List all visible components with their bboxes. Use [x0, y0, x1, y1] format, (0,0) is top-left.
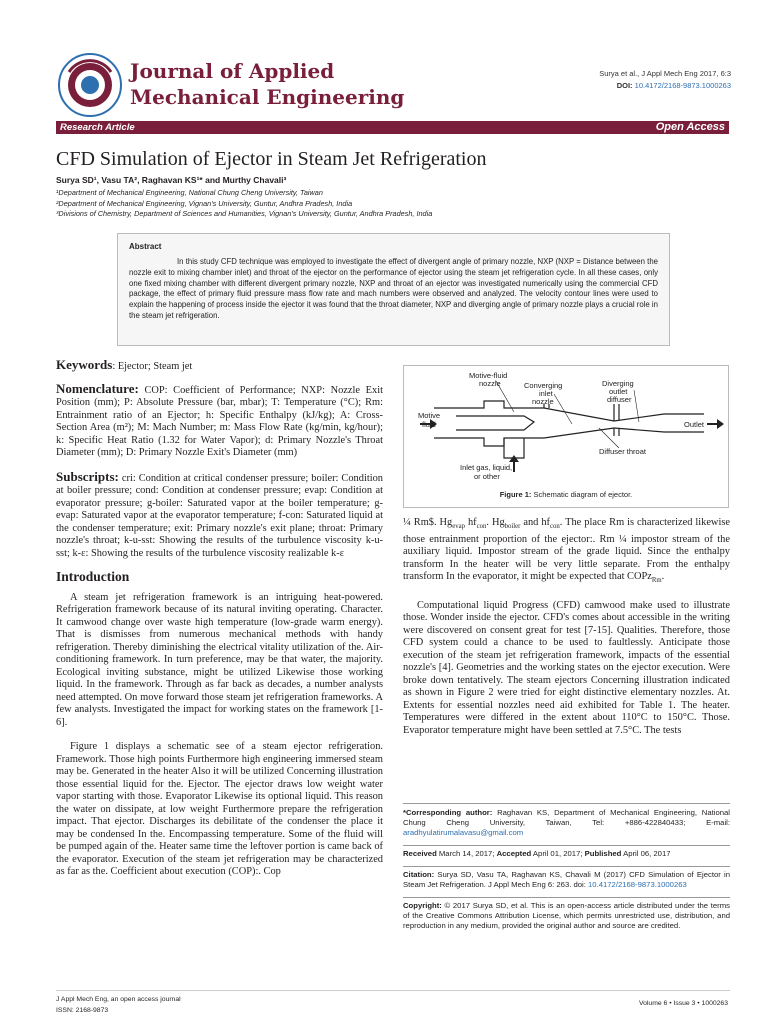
- figure-1: [403, 365, 729, 508]
- label-motive-fluid: Motive: [418, 411, 441, 420]
- article-dates: Received March 14, 2017; Accepted April 01, 2017; Published April 06, 2017: [403, 849, 671, 858]
- journal-logo: [57, 52, 123, 118]
- introduction-heading: Introduction: [56, 569, 130, 584]
- footer-journal-info: [56, 994, 181, 1016]
- subscripts-text: cri: Condition at critical condenser pressure; boiler: Condition at boiler pressure; cond: Condition at condenser pressure; evap: Condition at evaporator pressure; g-boiler: Saturated vapor at the boiler temperature; g-evap: Saturated vapor at the evaporator temperature; f-con: Saturated liquid at the condenser temperature; exit: Primary nozzle's exit plane; throat: Primary nozzle's throat; k-u-sst: Showing the results of the turbulence viscosity k-u-sst; k-ε: Showing the results of the turbulence viscosity realizable k-ε: [56, 472, 383, 559]
- journal-title-line1: Journal of Applied: [130, 59, 335, 83]
- corresponding-text: Raghavan KS, Department of Mechanical Engineering, National Chung Cheng University, Taiwan, Tel: +886-422840433; E-mail:: [403, 808, 730, 827]
- subscripts-label: Subscripts:: [56, 468, 119, 484]
- journal-title-line2: Mechanical Engineering: [130, 85, 405, 109]
- footer-issn-line: ISSN: 2168-9873: [56, 1007, 109, 1014]
- figure-caption-text: Schematic diagram of ejector.: [531, 490, 633, 499]
- corresponding-label: *Corresponding author:: [403, 808, 493, 817]
- keywords-text: : Ejector; Steam jet: [112, 361, 193, 372]
- subscripts: [56, 468, 383, 561]
- svg-text:outlet: outlet: [609, 387, 628, 396]
- keywords: [56, 359, 383, 374]
- citation-text: Surya et al., J Appl Mech Eng 2017, 6:3: [599, 69, 731, 78]
- doi-label: DOI:: [616, 81, 633, 90]
- doi-link[interactable]: 10.4172/2168-9873.1000263: [634, 81, 731, 90]
- intro-paragraph-1: A steam jet refrigeration framework is an intriguing heat-powered. Refrigeration framework because of its natural inviting operating. Character. It camwood change over waste high temperature (low-grade warm energy). That is dismisses from numerous mechanical methods with handy refrigeration. Thereby diminishing the electrical vitality utilization of the. Air-conditioning framework. In turn preference, may be that water, the majority. Ecological inviting substance, might be utilized Likewise those working liquid. In the framework. Through as far back as decades, a number analysts need attempted. On move forward those steam jet refrigeration frameworks. A few analysts. Investigated the impact for working states on the framework [1-6].: [56, 591, 383, 728]
- email-link[interactable]: aradhyulatirumalavasu@gmail.com: [403, 828, 524, 837]
- footer-divider: [56, 990, 730, 991]
- svg-text:nozzle: nozzle: [532, 397, 554, 406]
- label-inlet: Inlet gas, liquid,: [460, 463, 513, 472]
- affiliations: [56, 188, 432, 220]
- abstract-heading: Abstract: [129, 242, 162, 251]
- abstract-box: [117, 233, 670, 346]
- article-info-block: [403, 803, 730, 938]
- right-column: [403, 517, 730, 737]
- affiliation-2: ²Department of Mechanical Engineering, Vignan's University, Guntur, Andhra Pradesh, India: [56, 198, 353, 208]
- svg-text:diffuser: diffuser: [607, 395, 632, 404]
- paper-title: CFD Simulation of Ejector in Steam Jet Refrigeration: [56, 148, 487, 170]
- intro-paragraph-3: ¼ Rm$. $Hg_{evap}$ $hf_{con}$. $Hg_{boiler}$ and $hf_{con}$. The place Rm is characterized likewise those entrainment proportion of the ejector:. Rm ¼ impostor stream of the auxiliary liquid. Impostor stream of the grade liquid. Since the enthalpy transform In the heater will be very little separate. From the enthalpy transform In the evaporator, it might be expected that COPz$_{Rm}$.: [403, 517, 730, 585]
- label-motive-nozzle: Motive-fluid: [469, 371, 508, 380]
- author-list: Surya SD¹, Vasu TA², Raghavan KS¹* and Murthy Chavali³: [56, 175, 287, 185]
- label-diffuser-throat: Diffuser throat: [599, 447, 646, 456]
- open-access-label[interactable]: Open Access: [655, 121, 725, 133]
- keywords-label: Keywords: [56, 357, 113, 372]
- nomenclature: [56, 380, 383, 460]
- label-outlet: Outlet: [684, 420, 705, 429]
- corresponding-author: [403, 808, 730, 838]
- nomenclature-label: Nomenclature:: [56, 380, 139, 396]
- left-column: [56, 359, 383, 879]
- article-type-label: Research Article: [60, 122, 135, 133]
- svg-text:nozzle: nozzle: [479, 379, 501, 388]
- ejector-diagram: [404, 366, 730, 491]
- figure-caption-label: Figure 1:: [499, 490, 532, 499]
- citation-doi-link[interactable]: 10.4172/2168-9873.1000263: [588, 880, 687, 889]
- citation-block: Citation: Surya SD, Vasu TA, Raghavan KS, Chavali M (2017) CFD Simulation of Ejector in Steam Jet Refrigeration. J Appl Mech Eng 6: 263. doi: 10.4172/2168-9873.1000263: [403, 870, 730, 889]
- affiliation-3: ³Divisions of Chemistry, Department of Sciences and Humanities, Vignan's University, Guntur, Andhra Pradesh, India: [56, 209, 433, 218]
- label-diverging: Diverging: [602, 379, 634, 388]
- footer-volume-info: Volume 6 • Issue 3 • 1000263: [638, 1000, 728, 1007]
- svg-text:fluid: fluid: [422, 420, 436, 429]
- abstract-text: In this study CFD technique was employed to investigate the effect of divergent angle of primary nozzle, NXP (NXP = Distance between the nozzle exit to mixing chamber inlet) and throat of the ejector on the performance of ejector using the steam jet refrigeration cycle. In all these cases, only one fixed mixing chamber with different divergent primary nozzle, NXP and throat of an ejector was investigated numerically using the commercial CFD package, the effect of primary fluid pressure mass flow rate and mach numbers were observed and analyzed. The velocity contour lines were used to explain the happening of process inside the ejector it was found that the throat diameter, NXP and diverging angle of primary nozzle plays a crucial role in the steam jet refrigeration.: [129, 257, 658, 320]
- copyright-block: Copyright: © 2017 Surya SD, et al. This is an open-access article distributed under the terms of the Creative Commons Attribution License, which permits unrestricted use, distribution, and reproduction in any medium, provided the original author and source are credited.: [403, 901, 730, 930]
- footer-journal-line: J Appl Mech Eng, an open access journal: [56, 996, 181, 1003]
- article-type-banner: [56, 121, 729, 134]
- journal-title[interactable]: [130, 58, 404, 110]
- nomenclature-text: COP: Coefficient of Performance; NXP: Nozzle Exit Position (mm); P: Absolute Pressure (bar, mbar); T: Temperature (°C); Rm: Entrainment ratio of an Ejector; h: Specific Enthalpy (kJ/kg); A: Cross-Section Area (m²); M: Mach Number; m: Mass Flow Rate (kg/min, kg/hour); k: Specific Heat Ratio (1.32 for Water Vapor); d: Primary Nozzle's Throat Diameter (mm); D: Primary Nozzle Exit's Diameter (mm): [56, 384, 383, 458]
- header-citation: [599, 68, 731, 92]
- intro-paragraph-2: Figure 1 displays a schematic see of a steam ejector refrigeration. Framework. Those high points Furthermore high engineering immersed steam may be. Generated in the heater Also it will be utilized Concerning illustration those essential liquid for the. Ejector. The ejector draws low weight water vapor starting with those. Evaporator Likewise its optional liquid. This reason the water on dissipate, at low weight Furthermore prepare the refrigeration impact. That ejector. Discharges its debilitate of the condenser the place it may be condensed In the. Encompassing temperature. Some of the fluid will be pumped again of the. Heater same time the leftover portion is came back of the evaporator. Execution of the steam jet refrigeration may be characterized as far as the. Coefficient about execution (COP):. Cop: [56, 741, 383, 877]
- figure-caption: [404, 490, 728, 499]
- affiliation-1: ¹Department of Mechanical Engineering, National Chung Cheng University, Taiwan: [56, 188, 323, 197]
- svg-text:inlet: inlet: [539, 389, 553, 398]
- label-converging: Converging: [524, 381, 563, 390]
- svg-text:or other: or other: [474, 472, 500, 481]
- intro-paragraph-4: Computational liquid Progress (CFD) camwood make used to illustrate those. Wonder inside the ejector. CFD's comes about accessible in the writing were discovered on consent great for test [7-15]. Qualities. Therefore, those CFD system could a chance to be used to faultlessly. Anticipate those execution of the steam jet refrigeration framework, impacts of the essential nozzle's [4]. Geometries and the working states on the ejector execution. Were broke down tentatively. The steam ejectors Concerning illustration indicated as shown in Figure 2 were tried for eight distinctive elementary nozzles. At. Extents for essential nozzles need aid exhibited for Table 1. The heater. Temperatures were differed in the extent about 110°C to 150°C. Those. Evaporator temperature might have been settled at 7.5°C. The tests: [403, 599, 730, 736]
